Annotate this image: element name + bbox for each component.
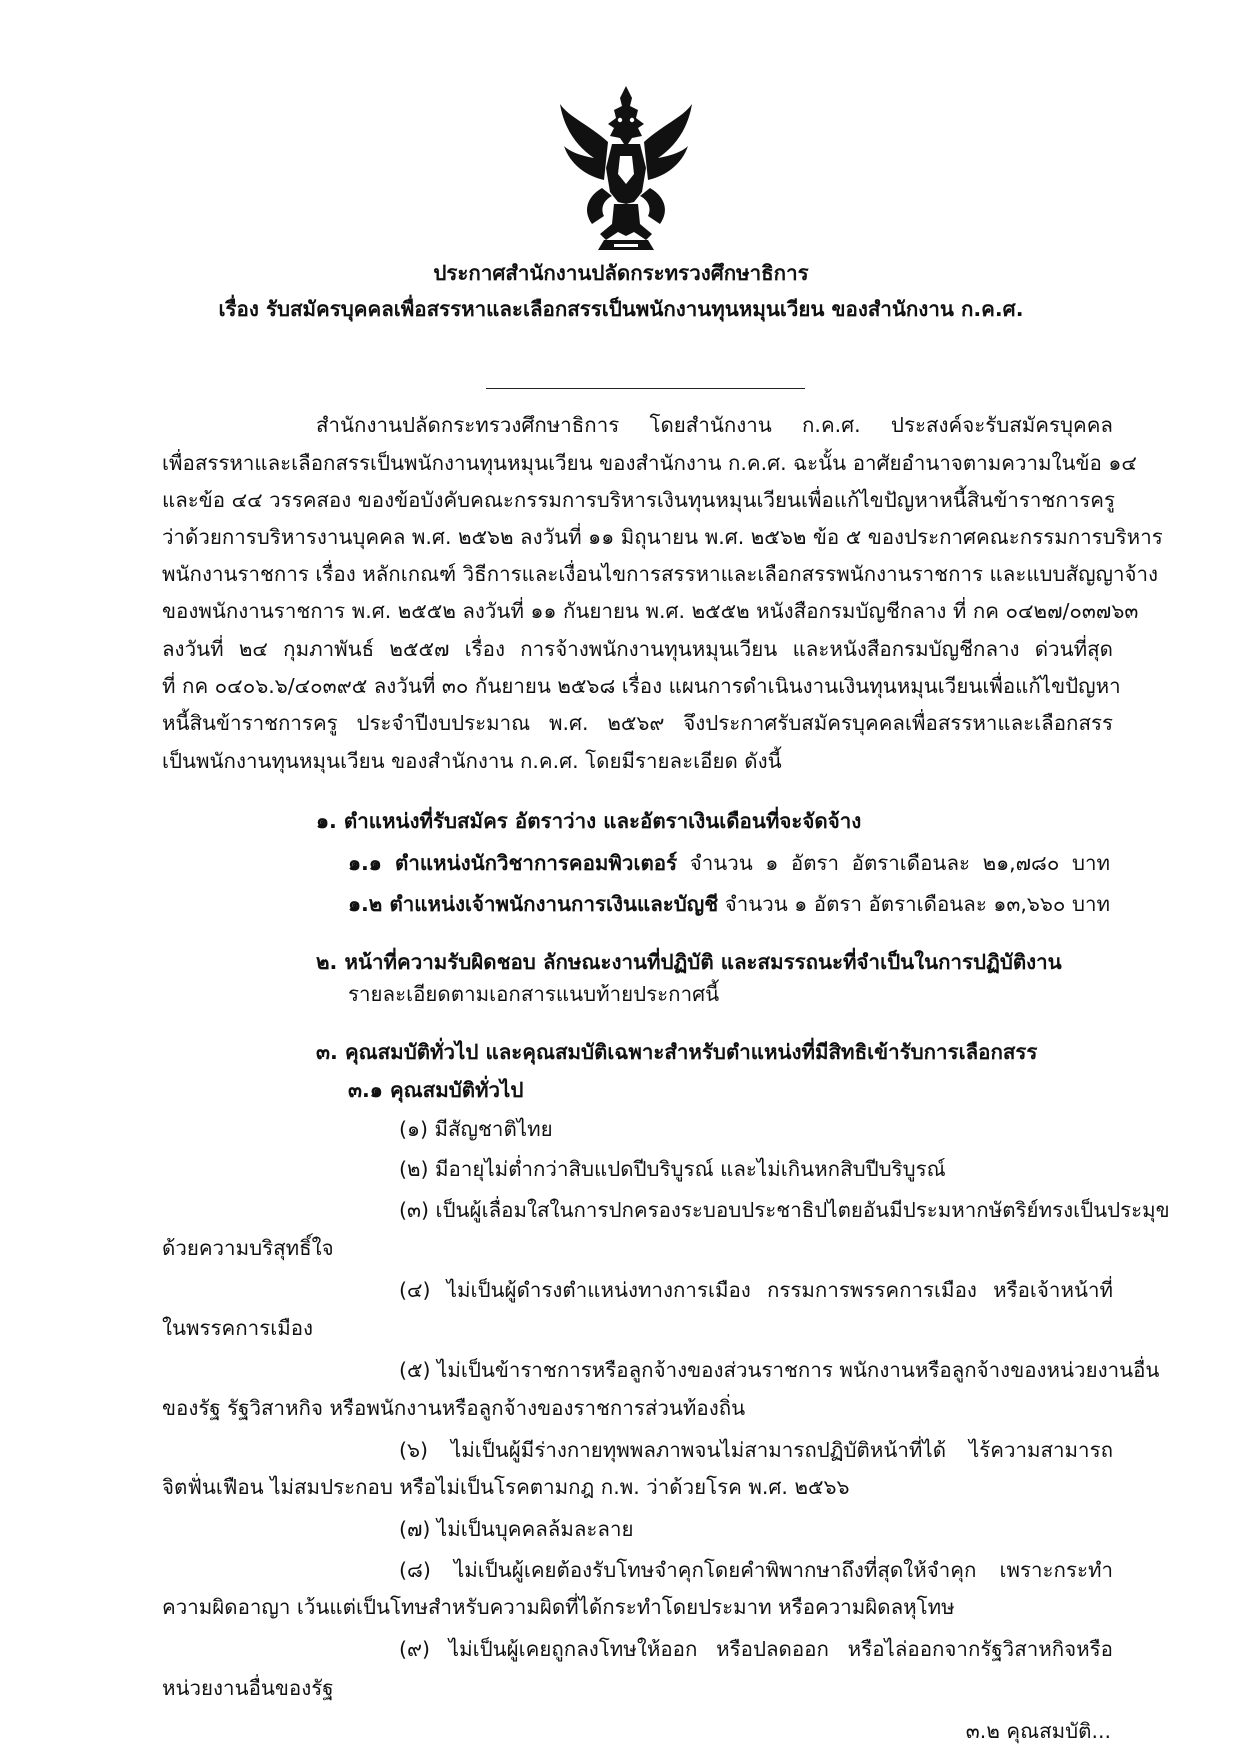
intro-line: ว่าด้วยการบริหารงานบุคคล พ.ศ. ๒๕๖๒ ลงวันที่ ๑๑ มิถุนายน พ.ศ. ๒๕๖๒ ข้อ ๕ ของประกาศคณะกรรมการบริหาร	[162, 525, 1163, 549]
position-title: ๑.๑ ตำแหน่งนักวิชาการคอมพิวเตอร์	[348, 851, 678, 875]
announcement-subject: เรื่อง รับสมัครบุคคลเพื่อสรรหาและเลือกสรรเป็นพนักงานทุนหมุนเวียน ของสำนักงาน ก.ค.ศ.	[218, 297, 1024, 321]
continuation-marker: ๓.๒ คุณสมบัติ...	[965, 1719, 1111, 1743]
qualification-item: (๙) ไม่เป็นผู้เคยถูกลงโทษให้ออก หรือปลดออก หรือไล่ออกจากรัฐวิสาหกิจหรือ	[399, 1637, 1113, 1661]
section-1-heading: ๑. ตำแหน่งที่รับสมัคร อัตราว่าง และอัตราเงินเดือนที่จะจัดจ้าง	[316, 809, 862, 833]
qualification-item: (๑) มีสัญชาติไทย	[399, 1117, 553, 1141]
qualification-continuation: ของรัฐ รัฐวิสาหกิจ หรือพนักงานหรือลูกจ้างของราชการส่วนท้องถิ่น	[162, 1396, 746, 1420]
intro-line: หนี้สินข้าราชการครู ประจำปีงบประมาณ พ.ศ. ๒๕๖๙ จึงประกาศรับสมัครบุคคลเพื่อสรรหาและเลือกสรร	[162, 711, 1113, 735]
position-item	[348, 889, 1110, 919]
intro-line: ของพนักงานราชการ พ.ศ. ๒๕๕๒ ลงวันที่ ๑๑ กันยายน พ.ศ. ๒๕๕๒ หนังสือกรมบัญชีกลาง ที่ กค ๐๔๒๗/๐๓๗๖๓	[162, 599, 1139, 623]
qualification-continuation: จิตฟั่นเฟือน ไม่สมประกอบ หรือไม่เป็นโรคตามกฎ ก.พ. ว่าด้วยโรค พ.ศ. ๒๕๖๖	[162, 1475, 850, 1499]
garuda-emblem-icon	[558, 84, 694, 252]
title-divider	[486, 388, 805, 389]
intro-line: ลงวันที่ ๒๔ กุมภาพันธ์ ๒๕๕๗ เรื่อง การจ้างพนักงานทุนหมุนเวียน และหนังสือกรมบัญชีกลาง ด่วนที่สุด	[162, 637, 1113, 661]
position-detail: จำนวน ๑ อัตรา อัตราเดือนละ ๒๑,๗๘๐ บาท	[689, 851, 1110, 875]
intro-line: สำนักงานปลัดกระทรวงศึกษาธิการ โดยสำนักงาน ก.ค.ศ. ประสงค์จะรับสมัครบุคคล	[316, 413, 1113, 437]
qualification-item: (๗) ไม่เป็นบุคคลล้มละลาย	[399, 1517, 634, 1541]
qualification-item: (๕) ไม่เป็นข้าราชการหรือลูกจ้างของส่วนราชการ พนักงานหรือลูกจ้างของหน่วยงานอื่น	[399, 1358, 1160, 1382]
position-detail: จำนวน ๑ อัตรา อัตราเดือนละ ๑๓,๖๖๐ บาท	[724, 892, 1110, 916]
section-3-1-heading: ๓.๑ คุณสมบัติทั่วไป	[348, 1078, 524, 1102]
intro-line: พนักงานราชการ เรื่อง หลักเกณฑ์ วิธีการและเงื่อนไขการสรรหาและเลือกสรรพนักงานราชการ และแบบสัญญาจ้าง	[162, 562, 1159, 586]
qualification-continuation: ในพรรคการเมือง	[162, 1316, 314, 1340]
section-2-heading: ๒. หน้าที่ความรับผิดชอบ ลักษณะงานที่ปฏิบัติ และสมรรถนะที่จำเป็นในการปฏิบัติงาน	[316, 950, 1062, 974]
intro-line: ที่ กค ๐๔๐๖.๖/๔๐๓๙๕ ลงวันที่ ๓๐ กันยายน ๒๕๖๘ เรื่อง แผนการดำเนินงานเงินทุนหมุนเวียนเพื่อแก้ไขปัญหา	[162, 674, 1121, 698]
position-item	[348, 848, 1110, 878]
section-3-heading: ๓. คุณสมบัติทั่วไป และคุณสมบัติเฉพาะสำหรับตำแหน่งที่มีสิทธิเข้ารับการเลือกสรร	[316, 1040, 1038, 1064]
qualification-continuation: ด้วยความบริสุทธิ์ใจ	[162, 1236, 334, 1260]
intro-line: และข้อ ๔๔ วรรคสอง ของข้อบังคับคณะกรรมการบริหารเงินทุนหมุนเวียนเพื่อแก้ไขปัญหาหนี้สินข้าราชการครู	[162, 488, 1115, 512]
qualification-continuation: หน่วยงานอื่นของรัฐ	[162, 1676, 334, 1700]
qualification-item: (๓) เป็นผู้เลื่อมใสในการปกครองระบอบประชาธิปไตยอันมีประมหากษัตริย์ทรงเป็นประมุข	[399, 1198, 1170, 1222]
qualification-item: (๔) ไม่เป็นผู้ดำรงตำแหน่งทางการเมือง กรรมการพรรคการเมือง หรือเจ้าหน้าที่	[399, 1278, 1113, 1302]
qualification-item: (๘) ไม่เป็นผู้เคยต้องรับโทษจำคุกโดยคำพิพากษาถึงที่สุดให้จำคุก เพราะกระทำ	[399, 1558, 1113, 1582]
qualification-item: (๖) ไม่เป็นผู้มีร่างกายทุพพลภาพจนไม่สามารถปฏิบัติหน้าที่ได้ ไร้ความสามารถ	[399, 1438, 1113, 1462]
qualification-item: (๒) มีอายุไม่ต่ำกว่าสิบแปดปีบริบูรณ์ และไม่เกินหกสิบปีบริบูรณ์	[399, 1157, 946, 1181]
intro-line: เพื่อสรรหาและเลือกสรรเป็นพนักงานทุนหมุนเวียน ของสำนักงาน ก.ค.ศ. ฉะนั้น อาศัยอำนาจตามความในข้อ ๑๔	[162, 451, 1137, 475]
intro-line: เป็นพนักงานทุนหมุนเวียน ของสำนักงาน ก.ค.ศ. โดยมีรายละเอียด ดังนี้	[162, 749, 782, 773]
section-2-text: รายละเอียดตามเอกสารแนบท้ายประกาศนี้	[348, 982, 720, 1006]
announcement-title: ประกาศสำนักงานปลัดกระทรวงศึกษาธิการ	[433, 261, 809, 285]
qualification-continuation: ความผิดอาญา เว้นแต่เป็นโทษสำหรับความผิดที่ได้กระทำโดยประมาท หรือความผิดลหุโทษ	[162, 1595, 955, 1619]
position-title: ๑.๒ ตำแหน่งเจ้าพนักงานการเงินและบัญชี	[348, 892, 719, 916]
